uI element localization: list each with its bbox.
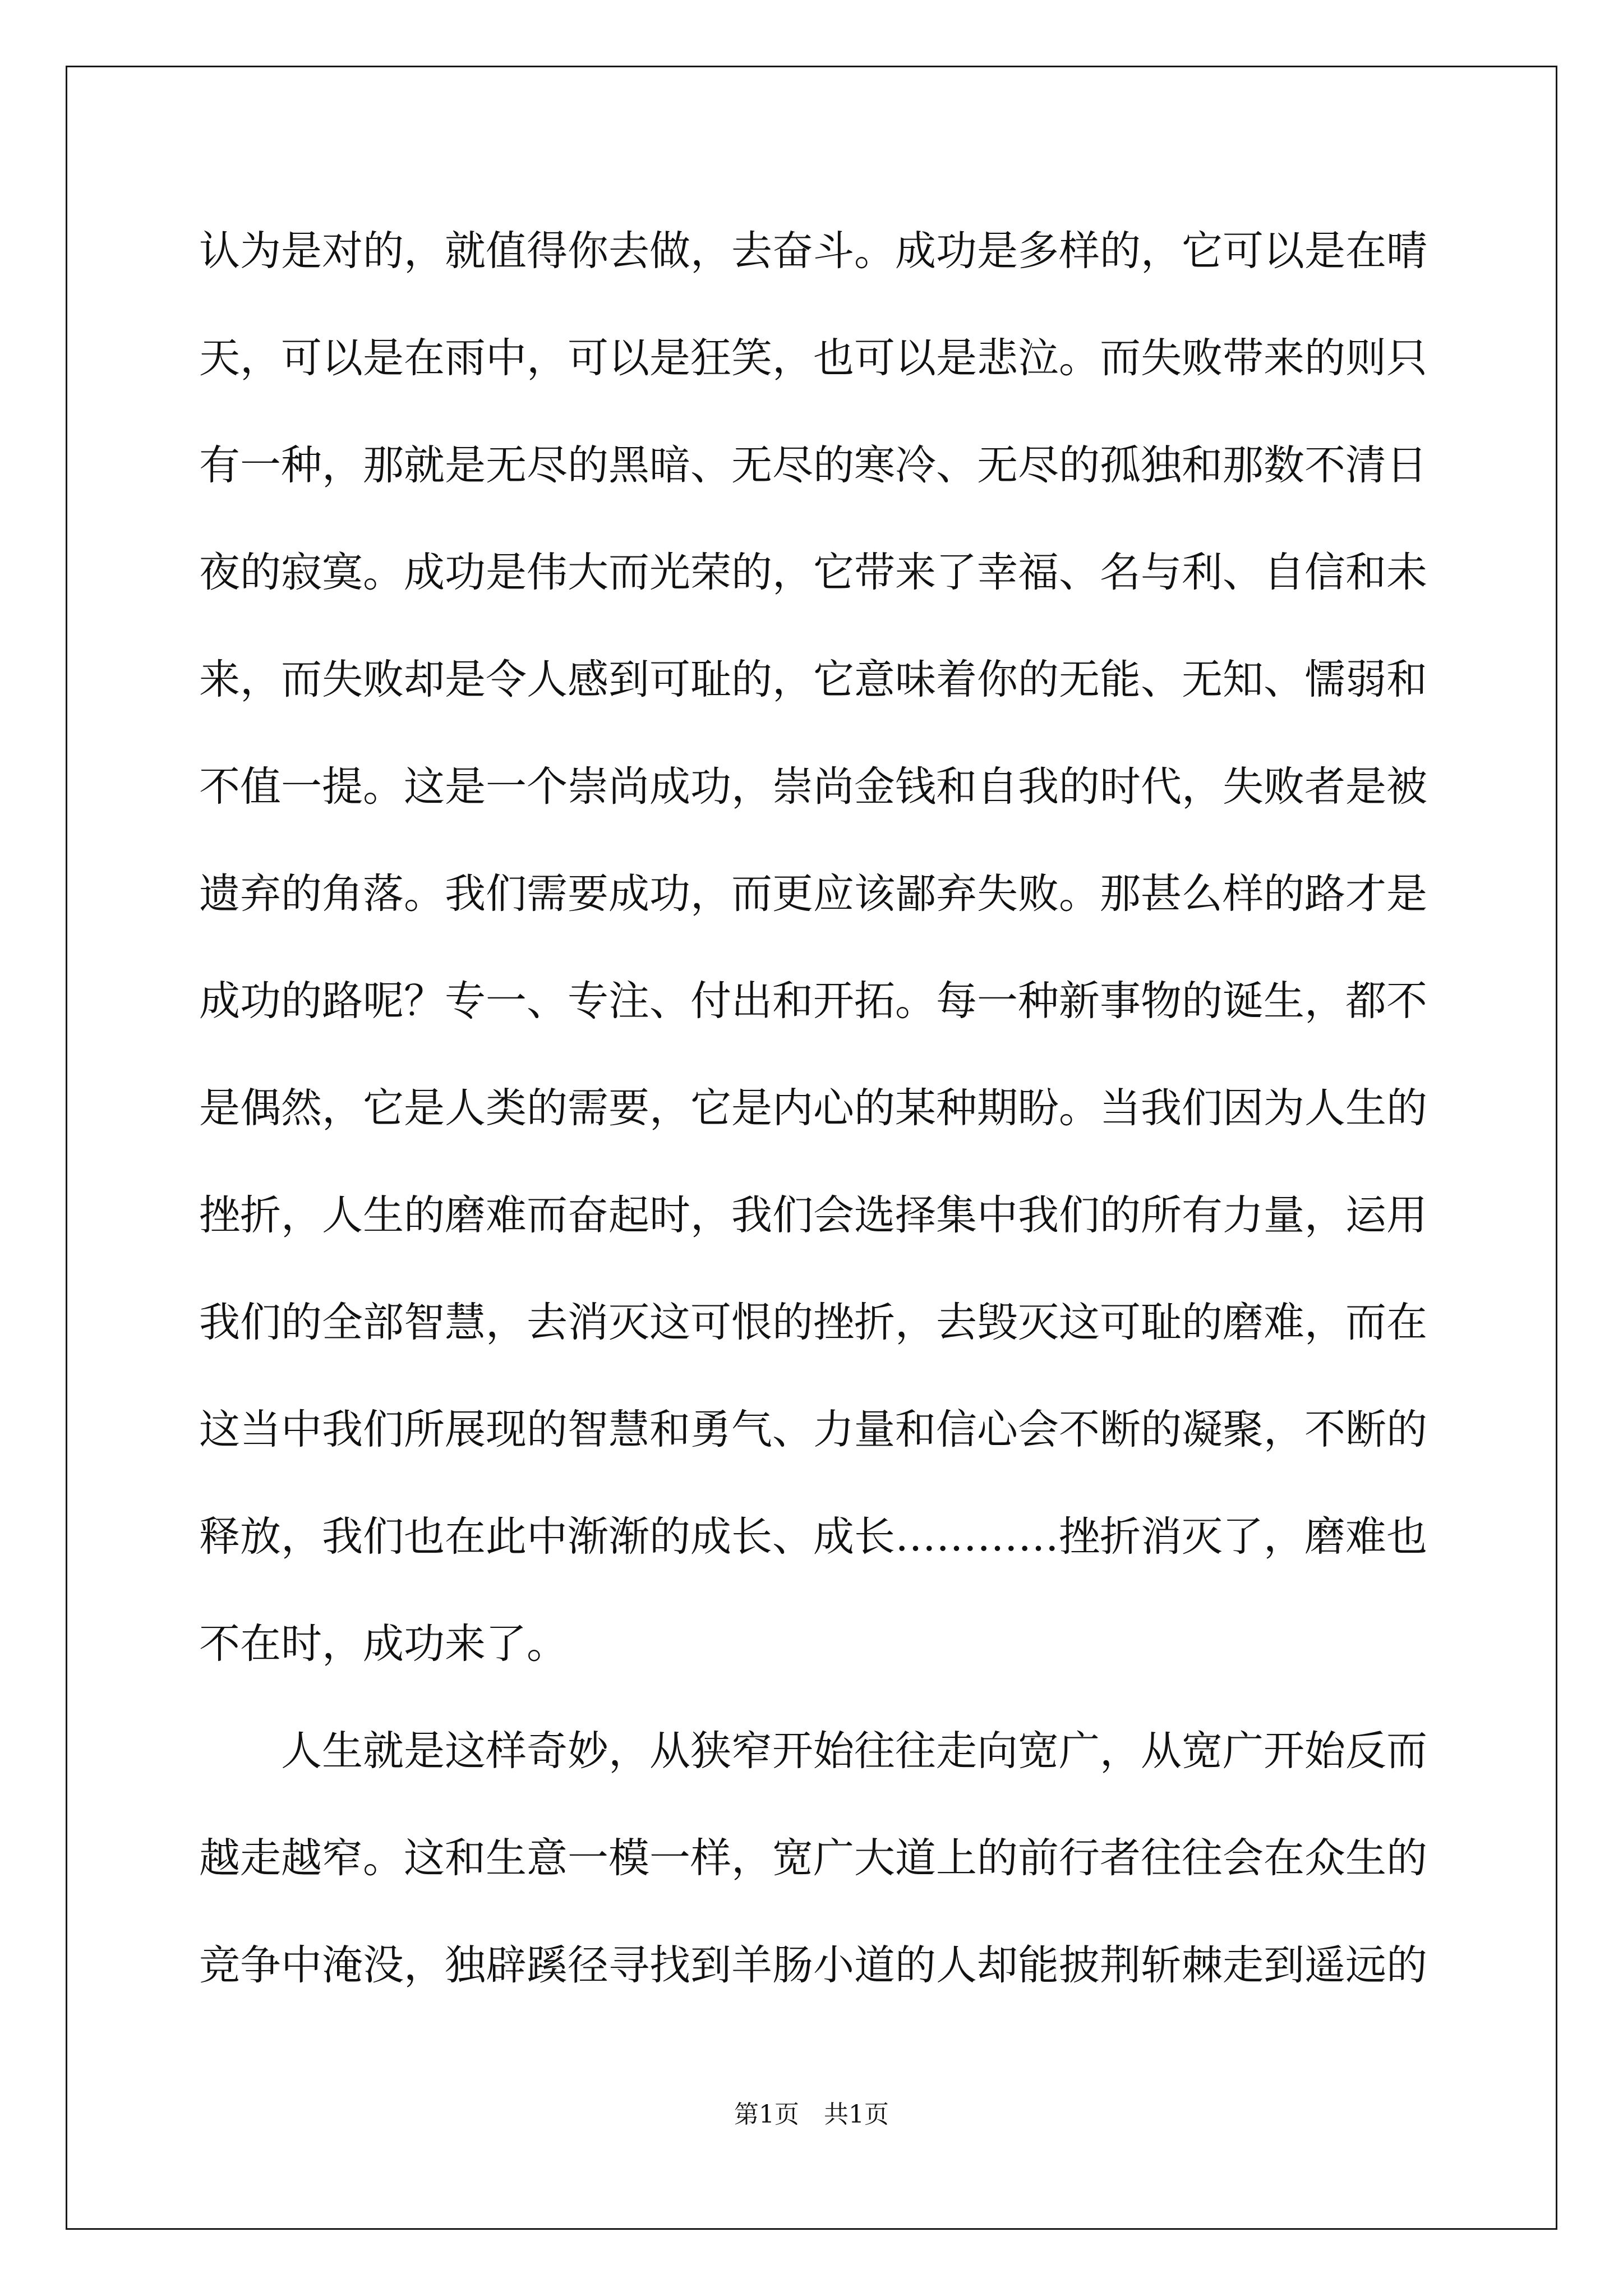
- text-line: 释放，我们也在此中渐渐的成长、成长…………挫折消灭了，磨难也: [199, 1513, 1427, 1561]
- text-line: 我们的全部智慧，去消灭这可恨的挫折，去毁灭这可耻的磨难，而在: [199, 1299, 1427, 1346]
- text-line: 遗弃的角落。我们需要成功，而更应该鄙弃失败。那甚么样的路才是: [199, 870, 1427, 918]
- text-line: 来，而失败却是令人感到可耻的，它意味着你的无能、无知、懦弱和: [199, 656, 1427, 703]
- text-line: 夜的寂寞。成功是伟大而光荣的，它带来了幸福、名与利、自信和未: [199, 549, 1427, 596]
- text-line: 人生就是这样奇妙，从狭窄开始往往走向宽广，从宽广开始反而: [281, 1727, 1427, 1775]
- text-line: 天，可以是在雨中，可以是狂笑，也可以是悲泣。而失败带来的则只: [199, 334, 1427, 382]
- text-line: 成功的路呢？专一、专注、付出和开拓。每一种新事物的诞生，都不: [199, 977, 1427, 1025]
- text-line: 不在时，成功来了。: [199, 1620, 568, 1668]
- document-body: [199, 213, 1427, 2035]
- text-line: 有一种，那就是无尽的黑暗、无尽的寒冷、无尽的孤独和那数不清日: [199, 441, 1427, 489]
- text-line: 挫折，人生的磨难而奋起时，我们会选择集中我们的所有力量，运用: [199, 1191, 1427, 1239]
- text-line: 不值一提。这是一个崇尚成功，崇尚金钱和自我的时代，失败者是被: [199, 763, 1427, 811]
- text-line: 竞争中淹没，独辟蹊径寻找到羊肠小道的人却能披荆斩棘走到遥远的: [199, 1941, 1427, 1989]
- text-line: 这当中我们所展现的智慧和勇气、力量和信心会不断的凝聚，不断的: [199, 1406, 1427, 1453]
- text-line: 认为是对的，就值得你去做，去奋斗。成功是多样的，它可以是在晴: [199, 227, 1427, 275]
- text-line: 是偶然，它是人类的需要，它是内心的某种期盼。当我们因为人生的: [199, 1084, 1427, 1132]
- text-line: 越走越窄。这和生意一模一样，宽广大道上的前行者往往会在众生的: [199, 1834, 1427, 1882]
- page-number-footer: 第1页 共1页: [734, 2100, 889, 2129]
